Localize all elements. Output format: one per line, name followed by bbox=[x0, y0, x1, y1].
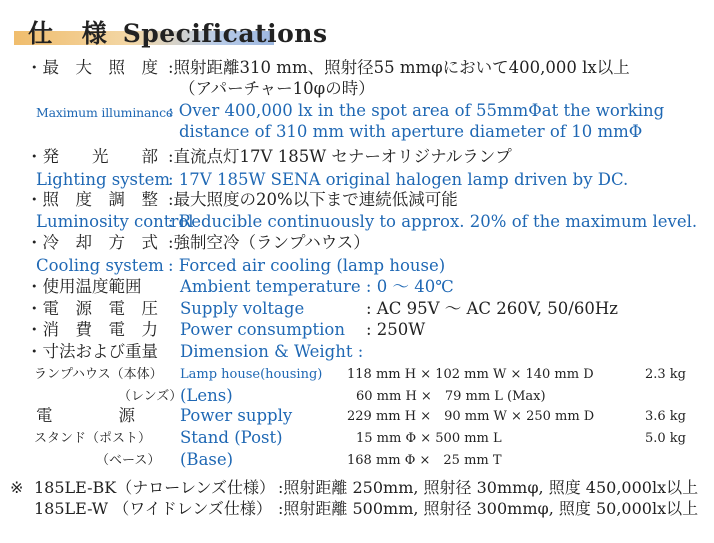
dim-jp: スタンド（ポスト） bbox=[34, 431, 152, 446]
spec-value: Ambient temperature : 0 ～ 40℃ bbox=[180, 277, 454, 296]
spec-label: ・照 度 調 整 bbox=[26, 190, 158, 209]
spec-value: : Forced air cooling (lamp house) bbox=[168, 256, 446, 275]
note-mark: ※ bbox=[10, 478, 24, 497]
dim-size: 60 mm H × 79 mm L (Max) bbox=[356, 389, 546, 404]
dim-en: Stand (Post) bbox=[180, 428, 283, 447]
dim-jp: 電 源 bbox=[36, 406, 135, 425]
page-title bbox=[28, 14, 328, 50]
title-en: Specifications bbox=[122, 19, 328, 48]
spec-value: :直流点灯17V 185W セナーオリジナルランプ bbox=[168, 147, 512, 166]
spec-value: Power consumption bbox=[180, 320, 345, 339]
spec-value: :照射距離310 mm、照射径55 mmφにおいて400,000 lx以上 bbox=[168, 58, 630, 77]
dim-jp: （ベース） bbox=[96, 453, 161, 468]
dim-size: 118 mm H × 102 mm W × 140 mm D bbox=[347, 367, 594, 382]
spec-value: :最大照度の20%以下まで連続低減可能 bbox=[168, 190, 458, 209]
dim-size: 229 mm H × 90 mm W × 250 mm D bbox=[347, 409, 595, 424]
spec-label: ・発 光 部 bbox=[26, 147, 158, 166]
spec-extra: : 250W bbox=[366, 320, 426, 339]
spec-extra: : AC 95V ～ AC 260V, 50/60Hz bbox=[366, 299, 618, 318]
spec-label: Maximum illuminance bbox=[36, 105, 174, 120]
note-model: 185LE-BK（ナローレンズ仕様） bbox=[34, 478, 276, 497]
spec-label: ・消 費 電 力 bbox=[26, 320, 158, 339]
spec-value: : 17V 185W SENA original halogen lamp driven by DC. bbox=[168, 170, 629, 189]
spec-value: : Over 400,000 lx in the spot area of 55mmΦat the working bbox=[168, 101, 665, 120]
title-jp: 仕 様 bbox=[28, 19, 117, 48]
dim-en: Power supply bbox=[180, 406, 293, 425]
dim-weight: 5.0 kg bbox=[645, 431, 687, 446]
dim-size: 15 mm Φ × 500 mm L bbox=[356, 431, 502, 446]
note-model: 185LE-W （ワイドレンズ仕様） bbox=[34, 499, 272, 518]
spec-label: ・電 源 電 圧 bbox=[26, 299, 158, 318]
spec-label: ・冷 却 方 式 bbox=[26, 233, 158, 252]
spec-label: Luminosity control bbox=[36, 212, 194, 231]
spec-value: :強制空冷（ランプハウス） bbox=[168, 233, 370, 252]
spec-value: Dimension & Weight : bbox=[180, 342, 364, 361]
dim-weight: 2.3 kg bbox=[645, 367, 687, 382]
dim-en: (Lens) bbox=[180, 386, 233, 405]
spec-label: ・使用温度範囲 bbox=[26, 277, 142, 296]
dim-jp: （レンズ） bbox=[118, 389, 183, 404]
spec-label: Cooling system bbox=[36, 256, 164, 275]
spec-value: （アパーチャー10φの時） bbox=[179, 79, 375, 98]
spec-value: : Reducible continuously to approx. 20% of the maximum level. bbox=[168, 212, 698, 231]
spec-label: Lighting system bbox=[36, 170, 171, 189]
spec-value: distance of 310 mm with aperture diameter of 10 mmΦ bbox=[179, 122, 643, 141]
dim-jp: ランプハウス（本体） bbox=[34, 367, 163, 382]
spec-value: Supply voltage bbox=[180, 299, 305, 318]
note-desc: :照射距離 250mm, 照射径 30mmφ, 照度 450,000lx以上 bbox=[278, 478, 699, 497]
note-desc: :照射距離 500mm, 照射径 300mmφ, 照度 50,000lx以上 bbox=[278, 499, 699, 518]
dim-en: Lamp house(housing) bbox=[180, 367, 323, 382]
dim-size: 168 mm Φ × 25 mm T bbox=[347, 453, 502, 468]
title-block bbox=[14, 14, 328, 48]
spec-label: ・最 大 照 度 bbox=[26, 58, 158, 77]
dim-weight: 3.6 kg bbox=[645, 409, 687, 424]
dim-en: (Base) bbox=[180, 450, 234, 469]
spec-label: ・寸法および重量 bbox=[26, 342, 158, 361]
